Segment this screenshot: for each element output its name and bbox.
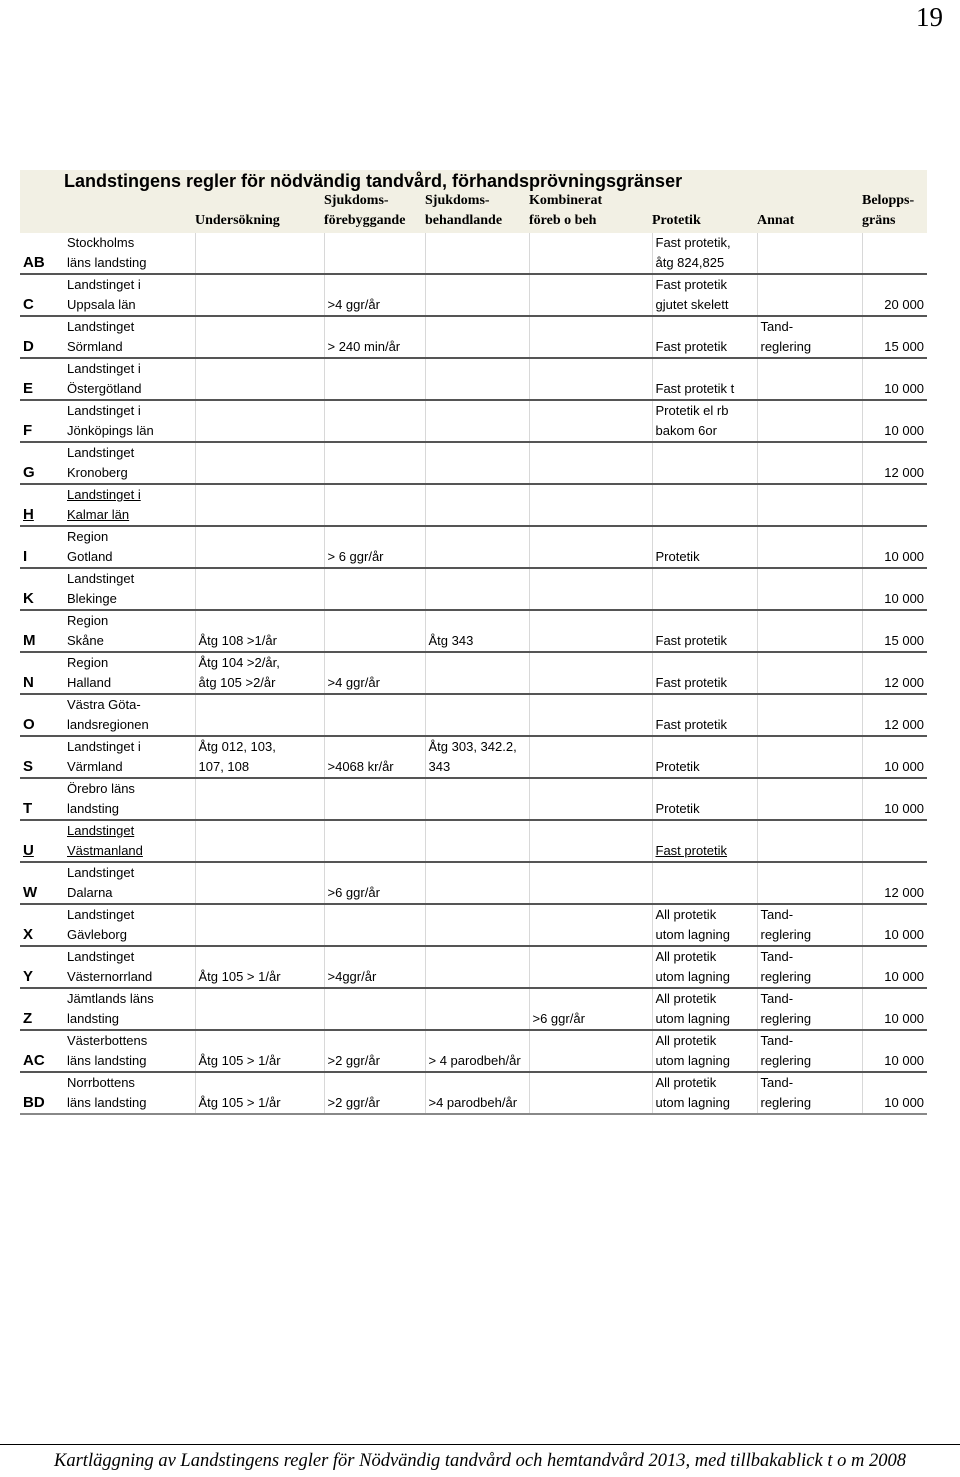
cell-beloppsgrans: 10 000: [862, 1030, 927, 1072]
header-undersokning: Undersökning: [195, 191, 324, 233]
cell-annat: [757, 568, 862, 610]
cell-protetik: Fast protetik: [652, 316, 757, 358]
cell-beloppsgrans: 10 000: [862, 988, 927, 1030]
cell-behandlande: > 4 parodbeh/år: [425, 1030, 529, 1072]
cell-kombinerat: [529, 862, 652, 904]
region-name: Örebro läns landsting: [67, 781, 135, 816]
cell-protetik: All protetik utom lagning: [652, 1030, 757, 1072]
table-row: [20, 484, 927, 526]
cell-kombinerat: [529, 736, 652, 778]
region-name: Landstinget i Östergötland: [67, 361, 142, 396]
cell-undersokning: Åtg 105 > 1/år: [195, 1072, 324, 1114]
cell-annat: Tand- reglering: [757, 988, 862, 1030]
table-row: [20, 778, 927, 820]
cell-beloppsgrans: [862, 484, 927, 526]
cell-behandlande: [425, 946, 529, 988]
cell-protetik: [652, 862, 757, 904]
region-code: S: [23, 758, 34, 775]
region-code: BD: [23, 1094, 45, 1111]
region-code: AC: [23, 1052, 45, 1069]
region-name: Region Gotland: [67, 529, 113, 564]
table-row: [20, 400, 927, 442]
cell-beloppsgrans: 10 000: [862, 904, 927, 946]
cell-beloppsgrans: 12 000: [862, 694, 927, 736]
page-footer: Kartläggning av Landstingens regler för Nödvändig tandvård och hemtandvård 2013, med tillbakablick t o m 2008: [0, 1444, 960, 1472]
cell-undersokning: [195, 862, 324, 904]
table-row: [20, 736, 927, 778]
cell-beloppsgrans: 12 000: [862, 652, 927, 694]
cell-behandlande: [425, 358, 529, 400]
cell-forebyggande: [324, 610, 425, 652]
region-code: T: [23, 800, 33, 817]
cell-beloppsgrans: 10 000: [862, 736, 927, 778]
header-kombinerat: Kombinerat föreb o beh: [529, 191, 652, 233]
cell-forebyggande: [324, 568, 425, 610]
region-code: N: [23, 674, 34, 691]
cell-kombinerat: [529, 904, 652, 946]
region-name: Landstinget Sörmland: [67, 319, 135, 354]
region-name: Landstinget Kronoberg: [67, 445, 135, 480]
cell-kombinerat: [529, 568, 652, 610]
cell-forebyggande: [324, 358, 425, 400]
cell-beloppsgrans: 10 000: [862, 778, 927, 820]
region-name: Landstinget i Kalmar län: [67, 487, 141, 522]
table-row: [20, 274, 927, 316]
cell-kombinerat: [529, 694, 652, 736]
region-code: X: [23, 926, 34, 943]
table-title: Landstingens regler för nödvändig tandvård, förhandsprövningsgränser: [64, 170, 927, 191]
region-code: C: [23, 296, 34, 313]
cell-forebyggande: >6 ggr/år: [324, 862, 425, 904]
cell-forebyggande: [324, 484, 425, 526]
cell-protetik: All protetik utom lagning: [652, 988, 757, 1030]
cell-protetik: All protetik utom lagning: [652, 946, 757, 988]
cell-undersokning: Åtg 108 >1/år: [195, 610, 324, 652]
cell-undersokning: [195, 400, 324, 442]
cell-undersokning: [195, 694, 324, 736]
region-code: G: [23, 464, 35, 481]
cell-kombinerat: [529, 233, 652, 274]
region-code: K: [23, 590, 34, 607]
cell-behandlande: [425, 988, 529, 1030]
cell-forebyggande: [324, 233, 425, 274]
cell-annat: [757, 526, 862, 568]
cell-beloppsgrans: 10 000: [862, 568, 927, 610]
table-row: [20, 568, 927, 610]
region-name: Landstinget Västmanland: [67, 823, 143, 858]
cell-annat: Tand- reglering: [757, 946, 862, 988]
region-name: Jämtlands läns landsting: [67, 991, 154, 1026]
table-row: [20, 904, 927, 946]
cell-forebyggande: [324, 442, 425, 484]
cell-forebyggande: > 240 min/år: [324, 316, 425, 358]
cell-beloppsgrans: 20 000: [862, 274, 927, 316]
cell-forebyggande: > 6 ggr/år: [324, 526, 425, 568]
cell-forebyggande: [324, 694, 425, 736]
table-row: [20, 316, 927, 358]
cell-forebyggande: >4 ggr/år: [324, 274, 425, 316]
region-code: E: [23, 380, 34, 397]
cell-beloppsgrans: 10 000: [862, 400, 927, 442]
cell-behandlande: >4 parodbeh/år: [425, 1072, 529, 1114]
cell-behandlande: [425, 274, 529, 316]
cell-annat: [757, 652, 862, 694]
cell-forebyggande: >2 ggr/år: [324, 1072, 425, 1114]
cell-annat: Tand- reglering: [757, 1030, 862, 1072]
cell-undersokning: [195, 820, 324, 862]
cell-behandlande: [425, 442, 529, 484]
cell-protetik: Fast protetik: [652, 820, 757, 862]
cell-protetik: Fast protetik: [652, 652, 757, 694]
region-name: Västra Göta- landsregionen: [67, 697, 149, 732]
cell-protetik: Fast protetik gjutet skelett: [652, 274, 757, 316]
cell-protetik: [652, 442, 757, 484]
cell-kombinerat: [529, 778, 652, 820]
cell-undersokning: [195, 442, 324, 484]
cell-behandlande: [425, 233, 529, 274]
cell-annat: [757, 358, 862, 400]
cell-undersokning: [195, 988, 324, 1030]
table-row: [20, 233, 927, 274]
cell-beloppsgrans: 10 000: [862, 1072, 927, 1114]
cell-annat: [757, 862, 862, 904]
region-code: Z: [23, 1010, 33, 1027]
cell-protetik: Fast protetik t: [652, 358, 757, 400]
cell-undersokning: Åtg 104 >2/år, åtg 105 >2/år: [195, 652, 324, 694]
cell-forebyggande: [324, 988, 425, 1030]
cell-protetik: Protetik: [652, 526, 757, 568]
cell-beloppsgrans: 10 000: [862, 358, 927, 400]
cell-annat: [757, 820, 862, 862]
region-name: Norrbottens läns landsting: [67, 1075, 147, 1110]
region-name: Västerbottens läns landsting: [67, 1033, 148, 1068]
cell-behandlande: Åtg 343: [425, 610, 529, 652]
cell-kombinerat: [529, 316, 652, 358]
cell-kombinerat: [529, 442, 652, 484]
cell-undersokning: [195, 484, 324, 526]
cell-behandlande: [425, 694, 529, 736]
cell-behandlande: [425, 778, 529, 820]
region-code: I: [23, 548, 28, 565]
cell-undersokning: [195, 904, 324, 946]
cell-kombinerat: >6 ggr/år: [529, 988, 652, 1030]
cell-beloppsgrans: 12 000: [862, 442, 927, 484]
cell-undersokning: Åtg 105 > 1/år: [195, 1030, 324, 1072]
region-name: Region Halland: [67, 655, 112, 690]
cell-beloppsgrans: 15 000: [862, 316, 927, 358]
cell-behandlande: [425, 568, 529, 610]
region-name: Region Skåne: [67, 613, 109, 648]
cell-annat: [757, 610, 862, 652]
table-row: [20, 526, 927, 568]
region-name: Stockholms läns landsting: [67, 235, 147, 270]
header-annat: Annat: [757, 191, 862, 233]
cell-behandlande: [425, 862, 529, 904]
region-code: M: [23, 632, 36, 649]
cell-annat: [757, 274, 862, 316]
table-row: [20, 820, 927, 862]
region-name: Landstinget Dalarna: [67, 865, 135, 900]
cell-behandlande: Åtg 303, 342.2, 343: [425, 736, 529, 778]
cell-undersokning: [195, 316, 324, 358]
cell-protetik: Protetik: [652, 736, 757, 778]
header-beloppsgrans: Belopps- gräns: [862, 191, 927, 233]
cell-forebyggande: >4 ggr/år: [324, 652, 425, 694]
header-protetik: Protetik: [652, 191, 757, 233]
region-code: F: [23, 422, 33, 439]
region-code: H: [23, 506, 34, 523]
table-row: [20, 1030, 927, 1072]
cell-undersokning: [195, 274, 324, 316]
region-code: W: [23, 884, 38, 901]
cell-kombinerat: [529, 1030, 652, 1072]
region-code: U: [23, 842, 34, 859]
region-name: Landstinget Västernorrland: [67, 949, 153, 984]
table-row: [20, 358, 927, 400]
cell-forebyggande: >4ggr/år: [324, 946, 425, 988]
cell-beloppsgrans: 10 000: [862, 526, 927, 568]
cell-undersokning: Åtg 012, 103, 107, 108: [195, 736, 324, 778]
cell-undersokning: [195, 358, 324, 400]
cell-undersokning: [195, 233, 324, 274]
cell-behandlande: [425, 316, 529, 358]
cell-annat: [757, 484, 862, 526]
cell-kombinerat: [529, 946, 652, 988]
cell-behandlande: [425, 400, 529, 442]
rules-table: [20, 170, 927, 1115]
table-row: [20, 652, 927, 694]
region-name: Landstinget i Uppsala län: [67, 277, 141, 312]
cell-kombinerat: [529, 652, 652, 694]
rules-table-container: [20, 170, 927, 1115]
cell-annat: [757, 694, 862, 736]
cell-beloppsgrans: [862, 820, 927, 862]
cell-kombinerat: [529, 820, 652, 862]
cell-forebyggande: [324, 400, 425, 442]
cell-protetik: Protetik: [652, 778, 757, 820]
cell-kombinerat: [529, 1072, 652, 1114]
cell-protetik: All protetik utom lagning: [652, 904, 757, 946]
cell-behandlande: [425, 820, 529, 862]
region-code: AB: [23, 254, 45, 271]
cell-protetik: Fast protetik: [652, 694, 757, 736]
cell-forebyggande: [324, 904, 425, 946]
cell-protetik: All protetik utom lagning: [652, 1072, 757, 1114]
cell-behandlande: [425, 526, 529, 568]
region-code: O: [23, 716, 35, 733]
table-body: [20, 233, 927, 1114]
cell-beloppsgrans: 15 000: [862, 610, 927, 652]
cell-annat: [757, 442, 862, 484]
cell-protetik: Fast protetik: [652, 610, 757, 652]
header-sjukdoms-behandlande: Sjukdoms- behandlande: [425, 191, 529, 233]
region-code: Y: [23, 968, 34, 985]
cell-forebyggande: >4068 kr/år: [324, 736, 425, 778]
cell-protetik: Fast protetik, åtg 824,825: [652, 233, 757, 274]
cell-kombinerat: [529, 610, 652, 652]
cell-undersokning: Åtg 105 > 1/år: [195, 946, 324, 988]
table-row: [20, 862, 927, 904]
table-row: [20, 946, 927, 988]
region-code: D: [23, 338, 34, 355]
cell-annat: Tand- reglering: [757, 1072, 862, 1114]
table-row: [20, 442, 927, 484]
region-name: Landstinget Gävleborg: [67, 907, 135, 942]
cell-annat: [757, 233, 862, 274]
cell-kombinerat: [529, 484, 652, 526]
cell-annat: [757, 400, 862, 442]
header-sjukdoms-forebyggande: Sjukdoms- förebyggande: [324, 191, 425, 233]
cell-behandlande: [425, 652, 529, 694]
table-row: [20, 988, 927, 1030]
region-name: Landstinget i Värmland: [67, 739, 141, 774]
cell-kombinerat: [529, 358, 652, 400]
table-row: [20, 610, 927, 652]
cell-kombinerat: [529, 400, 652, 442]
cell-forebyggande: [324, 778, 425, 820]
cell-forebyggande: [324, 820, 425, 862]
cell-annat: Tand- reglering: [757, 316, 862, 358]
cell-behandlande: [425, 484, 529, 526]
cell-behandlande: [425, 904, 529, 946]
cell-annat: [757, 778, 862, 820]
cell-annat: Tand- reglering: [757, 904, 862, 946]
cell-undersokning: [195, 568, 324, 610]
cell-protetik: Protetik el rb bakom 6or: [652, 400, 757, 442]
cell-undersokning: [195, 526, 324, 568]
region-name: Landstinget i Jönköpings län: [67, 403, 154, 438]
cell-protetik: [652, 484, 757, 526]
cell-beloppsgrans: 12 000: [862, 862, 927, 904]
table-row: [20, 694, 927, 736]
table-row: [20, 1072, 927, 1114]
cell-kombinerat: [529, 274, 652, 316]
cell-annat: [757, 736, 862, 778]
cell-kombinerat: [529, 526, 652, 568]
cell-undersokning: [195, 778, 324, 820]
region-name: Landstinget Blekinge: [67, 571, 135, 606]
cell-beloppsgrans: 10 000: [862, 946, 927, 988]
page-number: 19: [916, 2, 943, 32]
cell-protetik: [652, 568, 757, 610]
cell-beloppsgrans: [862, 233, 927, 274]
cell-forebyggande: >2 ggr/år: [324, 1030, 425, 1072]
